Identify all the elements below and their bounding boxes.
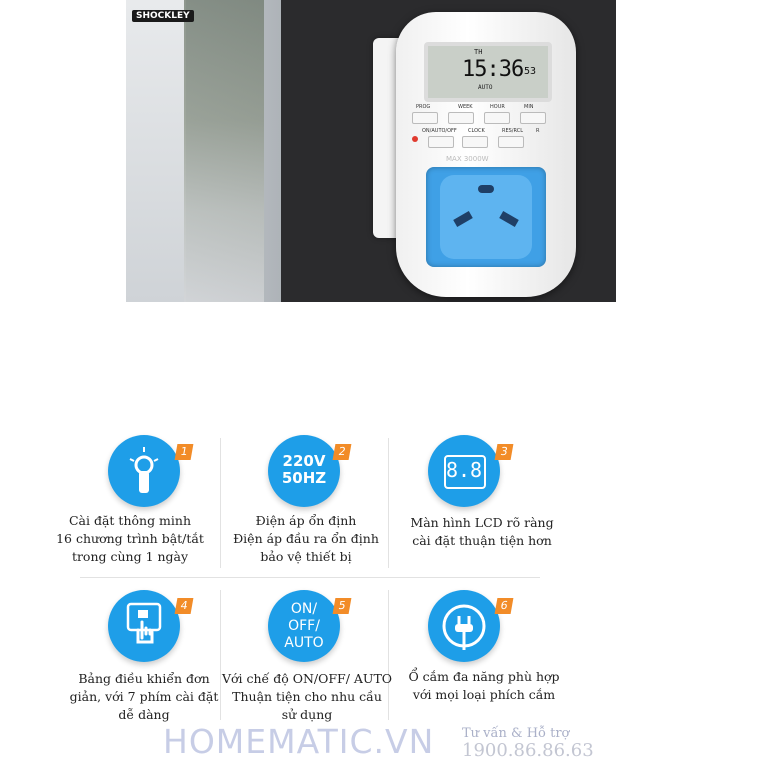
mode-icon-text xyxy=(268,601,340,652)
key-label-clock: CLOCK xyxy=(468,128,485,134)
feature-text xyxy=(382,514,582,550)
product-photo xyxy=(126,0,616,302)
divider xyxy=(80,577,540,578)
key-clock xyxy=(462,136,488,148)
socket-hole-left xyxy=(453,211,473,227)
key-min xyxy=(520,112,546,124)
lcd-digits: 8.8 xyxy=(445,458,483,482)
key-label-week: WEEK xyxy=(458,104,473,110)
socket-hole-top xyxy=(478,185,494,193)
feature-line: Điện áp đầu ra ổn định xyxy=(233,531,379,546)
key-hour xyxy=(484,112,510,124)
badge-number: 6 xyxy=(495,598,514,614)
feature-line: Bảng điều khiển đơn xyxy=(78,671,210,686)
timer-socket-device xyxy=(396,12,576,297)
max-power-label: MAX 3000W xyxy=(446,155,489,163)
lcd-display-icon xyxy=(428,435,500,507)
mode-icon xyxy=(268,590,340,662)
feature-line: 16 chương trình bật/tắt xyxy=(56,531,204,546)
support-phone: 1900.86.86.63 xyxy=(462,740,594,761)
lcd-time: 15:36 xyxy=(462,57,524,82)
red-led-icon xyxy=(412,136,418,142)
key-label-hour: HOUR xyxy=(490,104,505,110)
smart-timer-icon xyxy=(108,435,180,507)
feature-line: Điện áp ổn định xyxy=(255,513,357,528)
brand-label: SHOCKLEY xyxy=(132,10,194,22)
universal-socket-icon xyxy=(440,175,532,259)
feature-line: trong cùng 1 ngày xyxy=(71,549,189,564)
feature-text xyxy=(30,512,230,566)
badge-number: 3 xyxy=(495,444,514,460)
voltage-icon-text xyxy=(268,453,340,487)
feature-line: Thuận tiện cho nhu cầu xyxy=(232,689,382,704)
feature-line: với mọi loại phích cắm xyxy=(412,687,556,702)
key-mode xyxy=(428,136,454,148)
key-prog xyxy=(412,112,438,124)
icon-text-line: ON/ xyxy=(290,601,318,617)
key-label-r: R xyxy=(536,128,540,134)
key-label-resrcl: RES/RCL xyxy=(502,128,523,134)
keypad-hand-icon xyxy=(108,590,180,662)
feature-line: Cài đặt thông minh xyxy=(68,513,191,528)
feature-line: Màn hình LCD rõ ràng xyxy=(410,515,554,530)
feature-line: Với chế độ ON/OFF/ AUTO xyxy=(221,671,393,686)
lcd-day: TH xyxy=(474,48,483,56)
badge-number: 4 xyxy=(175,598,194,614)
plant-blur xyxy=(184,0,264,302)
plug-icon xyxy=(428,590,500,662)
socket-frame xyxy=(426,167,546,267)
key-resrcl xyxy=(498,136,524,148)
badge-number: 5 xyxy=(333,598,352,614)
support-label: Tư vấn & Hỗ trợ xyxy=(462,726,570,741)
lcd-mode: AUTO xyxy=(478,84,493,91)
feature-line: bảo vệ thiết bị xyxy=(260,549,352,564)
icon-text-line: 50HZ xyxy=(281,469,327,487)
icon-text-line: OFF/ xyxy=(288,618,320,634)
plug-glyph-icon xyxy=(428,590,500,662)
homematic-logo: HOMEMATIC.VN xyxy=(163,722,435,761)
feature-text xyxy=(206,512,406,566)
icon-text-line: AUTO xyxy=(284,635,324,651)
key-label-mode: ON/AUTO/OFF xyxy=(422,128,457,134)
key-week xyxy=(448,112,474,124)
feature-line: Ổ cắm đa năng phù hợp xyxy=(408,669,560,684)
feature-line: sử dụng xyxy=(281,707,333,722)
badge-number: 1 xyxy=(175,444,194,460)
feature-text xyxy=(384,668,584,704)
lcd-seconds: 53 xyxy=(524,66,537,77)
key-label-prog: PROG xyxy=(416,104,431,110)
timer-glyph-icon xyxy=(108,435,180,507)
hand-press-icon xyxy=(108,590,180,662)
socket-hole-right xyxy=(499,211,519,227)
photo-background-left xyxy=(126,0,281,302)
lcd-screen xyxy=(424,42,552,102)
blur-panel xyxy=(126,0,186,302)
icon-text-line: 220V xyxy=(282,452,326,470)
feature-line: dễ dàng xyxy=(118,707,170,722)
feature-line: cài đặt thuận tiện hơn xyxy=(412,533,552,548)
voltage-icon xyxy=(268,435,340,507)
feature-line: giản, với 7 phím cài đặt xyxy=(69,689,219,704)
key-label-min: MIN xyxy=(524,104,534,110)
feature-text xyxy=(207,670,407,724)
badge-number: 2 xyxy=(333,444,352,460)
